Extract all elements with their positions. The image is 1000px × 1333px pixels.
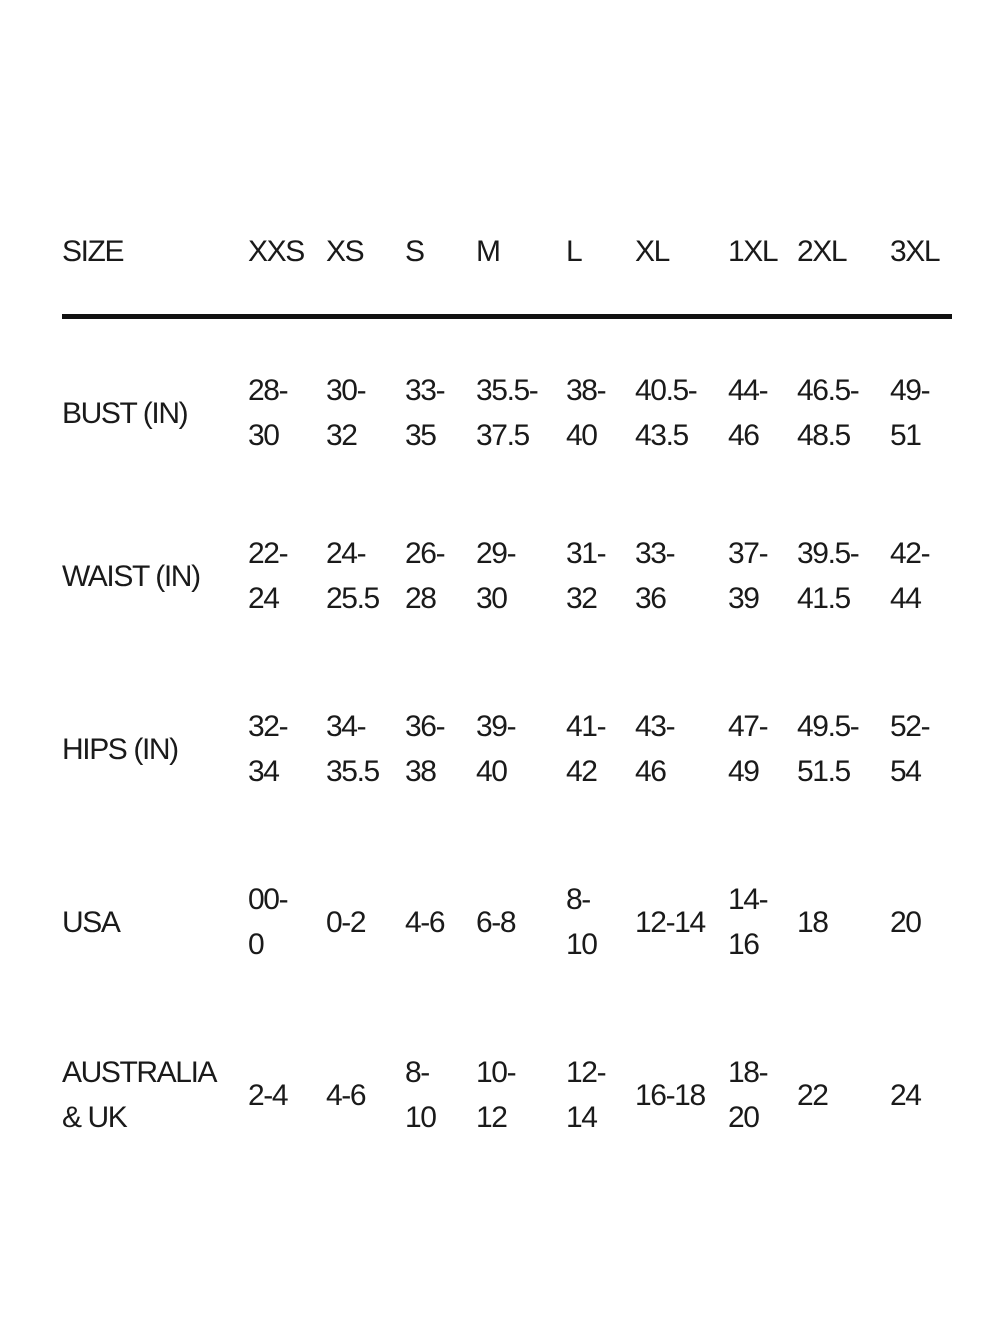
row-label: WAIST (IN): [62, 559, 200, 593]
table-cell: 6-8: [476, 905, 516, 939]
size-header-3xl: 3XL: [890, 234, 940, 268]
table-cell: 10- 12: [476, 1056, 516, 1134]
table-cell: 39.5- 41.5: [797, 537, 859, 615]
table-row-usa: [62, 836, 952, 1009]
table-cell: 34- 35.5: [326, 710, 379, 788]
table-cell: 24- 25.5: [326, 537, 379, 615]
table-cell: 8- 10: [566, 883, 597, 961]
size-header-xs: XS: [326, 234, 364, 268]
table-cell: 35.5- 37.5: [476, 374, 538, 453]
table-cell: 32- 34: [248, 710, 288, 788]
table-row-australia-uk: [62, 1009, 952, 1182]
size-header-1xl: 1XL: [728, 234, 778, 268]
size-header-label: SIZE: [62, 234, 124, 268]
size-chart-table: [62, 226, 952, 1182]
table-cell: 18- 20: [728, 1056, 768, 1134]
size-header-xl: XL: [635, 234, 669, 268]
table-cell: 18: [797, 905, 828, 939]
table-cell: 31- 32: [566, 537, 606, 615]
header-row: [62, 226, 952, 317]
table-cell: 36- 38: [405, 710, 445, 788]
size-header-2xl: 2XL: [797, 234, 847, 268]
table-cell: 16-18: [635, 1078, 705, 1112]
row-label: USA: [62, 905, 120, 939]
table-cell: 49.5- 51.5: [797, 710, 859, 788]
table-cell: 29- 30: [476, 537, 516, 615]
table-cell: 37- 39: [728, 537, 768, 615]
size-header-s: S: [405, 234, 424, 268]
row-label: HIPS (IN): [62, 732, 178, 766]
table-cell: 41- 42: [566, 710, 606, 788]
table-row-bust: [62, 317, 952, 490]
table-cell: 8- 10: [405, 1056, 436, 1134]
table-cell: 38- 40: [566, 374, 606, 453]
table-cell: 14- 16: [728, 883, 768, 961]
table-cell: 42- 44: [890, 537, 930, 615]
table-cell: 46.5- 48.5: [797, 374, 859, 453]
row-label: BUST (IN): [62, 396, 188, 430]
table-cell: 28- 30: [248, 374, 288, 453]
table-cell: 43- 46: [635, 710, 675, 788]
table-cell: 12-14: [635, 905, 705, 939]
table-cell: 2-4: [248, 1078, 288, 1112]
table-cell: 47- 49: [728, 710, 768, 788]
size-header-xxs: XXS: [248, 234, 304, 268]
table-cell: 4-6: [405, 905, 445, 939]
row-label: AUSTRALIA & UK: [62, 1056, 217, 1134]
table-cell: 4-6: [326, 1078, 366, 1112]
table-cell: 22- 24: [248, 537, 288, 615]
size-header-m: M: [476, 234, 500, 268]
table-row-waist: [62, 490, 952, 663]
table-cell: 22: [797, 1078, 828, 1112]
table-cell: 00- 0: [248, 883, 288, 961]
table-cell: 20: [890, 905, 921, 939]
table-cell: 26- 28: [405, 537, 445, 615]
table-cell: 33- 36: [635, 537, 675, 615]
size-header-l: L: [566, 234, 582, 268]
table-cell: 30- 32: [326, 374, 366, 453]
table-cell: 12- 14: [566, 1056, 606, 1134]
table-cell: 0-2: [326, 905, 366, 939]
table-cell: 49- 51: [890, 374, 930, 453]
table-row-hips: [62, 663, 952, 836]
table-cell: 40.5- 43.5: [635, 374, 697, 453]
table-cell: 52- 54: [890, 710, 930, 788]
table-cell: 24: [890, 1078, 921, 1112]
table-cell: 44- 46: [728, 374, 768, 453]
table-cell: 39- 40: [476, 710, 516, 788]
table-cell: 33- 35: [405, 374, 445, 453]
